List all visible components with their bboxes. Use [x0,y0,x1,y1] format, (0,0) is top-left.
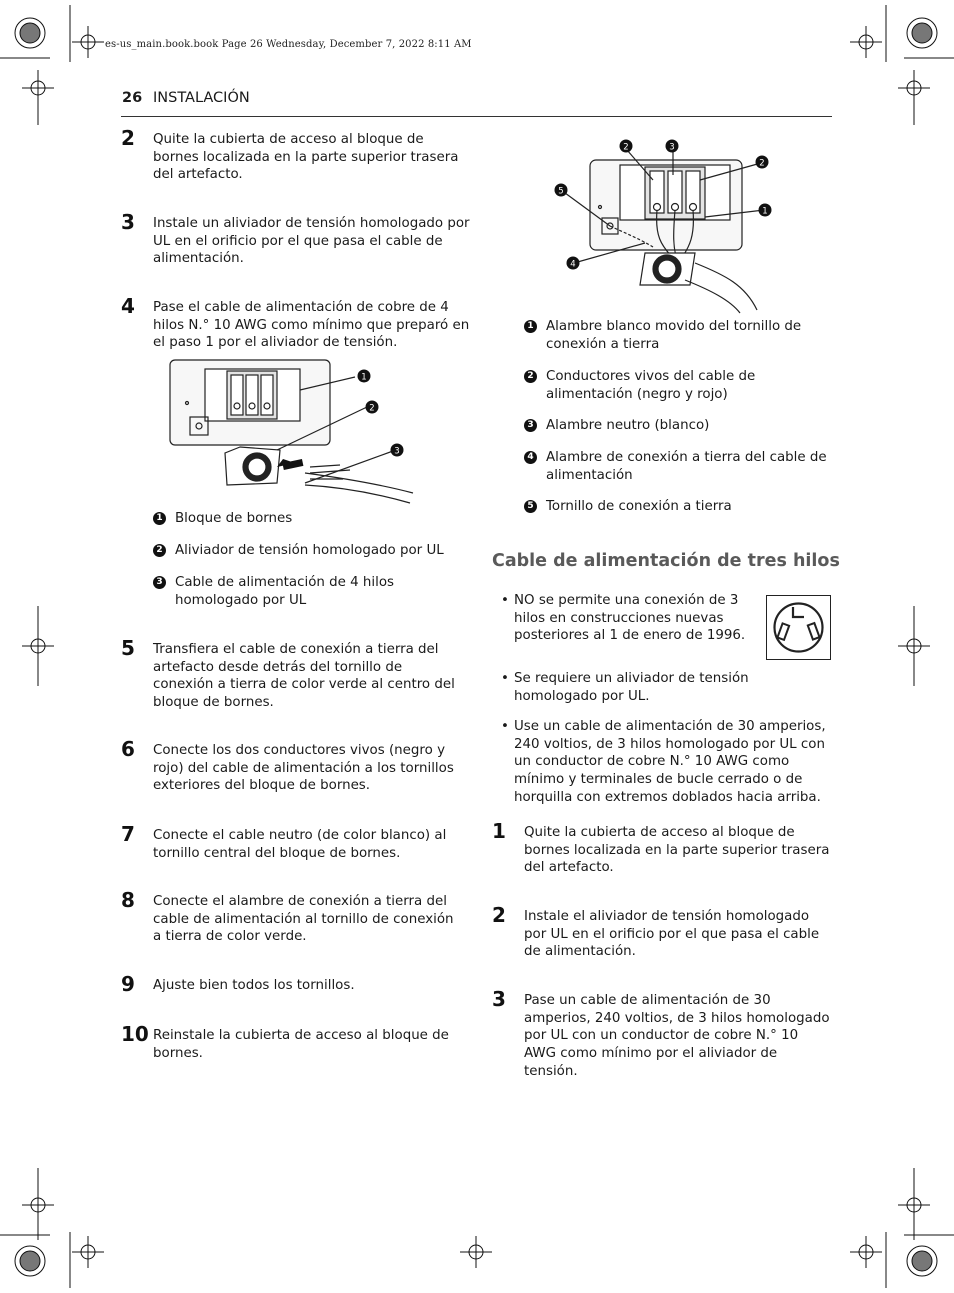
step-text: Quite la cubierta de acceso al bloque de bornes localizada en la parte superior trasera del artefacto. [153,132,459,183]
step-text: Conecte el cable neutro (de color blanco) al tornillo central del bloque de bornes. [153,828,447,861]
bullet-item: • NO se permite una conexión de 3 hilos en construcciones nuevas posteriores al 1 de enero de 1996. [501,593,746,644]
step-number: 10 [121,1022,149,1046]
step-number: 2 [121,126,135,150]
section-title: INSTALACIÓN [153,90,250,106]
step-4 [121,294,473,352]
bullet-text: Se requiere un aliviador de tensión homologado por UL. [514,671,749,704]
legend-item-3 [527,417,831,435]
step-text: Transfiera el cable de conexión a tierra del artefacto desde detrás del tornillo de conexión a tierra de color verde al centro del bloque de bornes. [153,642,455,711]
legend-number: 3 [153,576,166,589]
step-text: Conecte los dos conductores vivos (negro y rojo) del cable de alimentación a los tornillos exteriores del bloque de bornes. [153,743,454,794]
legend-number: 2 [153,544,166,557]
callout-1: 1 [762,206,768,217]
step-number: 5 [121,636,135,660]
three-wire-heading: Cable de alimentación de tres hilos [492,551,840,571]
legend-number: 3 [524,419,537,432]
legend-item-4 [527,449,831,484]
legend-text: Alambre de conexión a tierra del cable de alimentación [546,450,827,483]
bullet-text: NO se permite una conexión de 3 hilos en construcciones nuevas posteriores al 1 de enero de 1996. [514,593,746,644]
legend-number: 1 [153,512,166,525]
legend-text: Alambre neutro (blanco) [546,418,710,433]
legend-text: Cable de alimentación de 4 hilos homologado por UL [175,575,395,608]
step-text: Pase el cable de alimentación de cobre de 4 hilos N.° 10 AWG como mínimo que preparó en el paso 1 por el aliviador de tensión. [153,300,470,351]
legend-text: Bloque de bornes [175,511,293,526]
legend-item-3 [156,574,415,609]
legend-number: 5 [524,500,537,513]
legend-item-5 [527,498,831,516]
legend-text: Conductores vivos del cable de alimentación (negro y rojo) [546,369,756,402]
callout-4: 4 [570,259,576,270]
step-text: Ajuste bien todos los tornillos. [153,978,355,993]
legend-text: Tornillo de conexión a tierra [546,499,732,514]
step-2 [121,126,473,184]
three-wire-step-3 [492,987,832,1081]
book-file-line: es-us_main.book.book Page 26 Wednesday, December 7, 2022 8:11 AM [105,39,472,50]
step-text: Instale un aliviador de tensión homologado por UL en el orificio por el que pasa el cable de alimentación. [153,216,470,267]
step-number: 1 [492,819,506,843]
three-prong-outlet-icon [766,595,831,660]
header-rule [121,116,832,117]
step-6 [121,737,465,795]
step-9 [121,972,465,996]
step-number: 3 [121,210,135,234]
callout-1: 1 [361,372,367,383]
step-3 [121,210,473,268]
step-number: 9 [121,972,135,996]
step-text: Quite la cubierta de acceso al bloque de bornes localizada en la parte superior trasera del artefacto. [524,825,830,876]
bullet-item: • Se requiere un aliviador de tensión homologado por UL. [501,671,749,704]
step-number: 7 [121,822,135,846]
step-5 [121,636,465,712]
callout-2b: 2 [759,158,765,169]
bullet-item: • Use un cable de alimentación de 30 amperios, 240 voltios, de 3 hilos homologado por UL con un conductor de cobre N.° 10 AWG como mínimo y terminales de bucle cerrado o de horquilla con extremos doblados hacia arriba. [501,719,826,805]
step-number: 2 [492,903,506,927]
step-text: Reinstale la cubierta de acceso al bloque de bornes. [153,1028,449,1061]
callout-3: 3 [669,142,675,153]
figure-callouts [358,370,404,457]
step-number: 3 [492,987,506,1011]
step-text: Instale el aliviador de tensión homologado por UL en el orificio por el que pasa el cable de alimentación. [524,909,820,960]
legend-item-1 [527,318,831,353]
bullet-text: Use un cable de alimentación de 30 amperios, 240 voltios, de 3 hilos homologado por UL con un conductor de cobre N.° 10 AWG como mínimo y terminales de bucle cerrado o de horquilla con extremos doblados hacia arriba. [514,719,826,805]
step-text: Pase un cable de alimentación de 30 amperios, 240 voltios, de 3 hilos homologado por UL con un conductor de cobre N.° 10 AWG como mínimo por el aliviador de tensión. [524,993,830,1079]
legend-number: 4 [524,451,537,464]
callout-2: 2 [623,142,629,153]
callout-2: 2 [369,403,375,414]
step-text: Conecte el alambre de conexión a tierra del cable de alimentación al tornillo de conexión a tierra de color verde. [153,894,454,945]
step-number: 4 [121,294,135,318]
legend-item-2 [527,368,831,403]
step-7 [121,822,465,862]
three-wire-step-1 [492,819,832,877]
legend-item-2 [156,542,485,560]
ground-wire-figure [545,135,785,315]
legend-number: 1 [524,320,537,333]
step-number: 8 [121,888,135,912]
strain-relief-figure [165,355,420,505]
legend-item-1 [156,510,485,528]
legend-number: 2 [524,370,537,383]
legend-text: Alambre blanco movido del tornillo de conexión a tierra [546,319,802,352]
three-wire-step-2 [492,903,832,961]
callout-5: 5 [558,186,564,197]
page-number: 26 [122,90,143,106]
step-8 [121,888,465,946]
legend-text: Aliviador de tensión homologado por UL [175,543,444,558]
callout-3: 3 [394,446,400,457]
step-number: 6 [121,737,135,761]
step-10 [121,1022,465,1062]
